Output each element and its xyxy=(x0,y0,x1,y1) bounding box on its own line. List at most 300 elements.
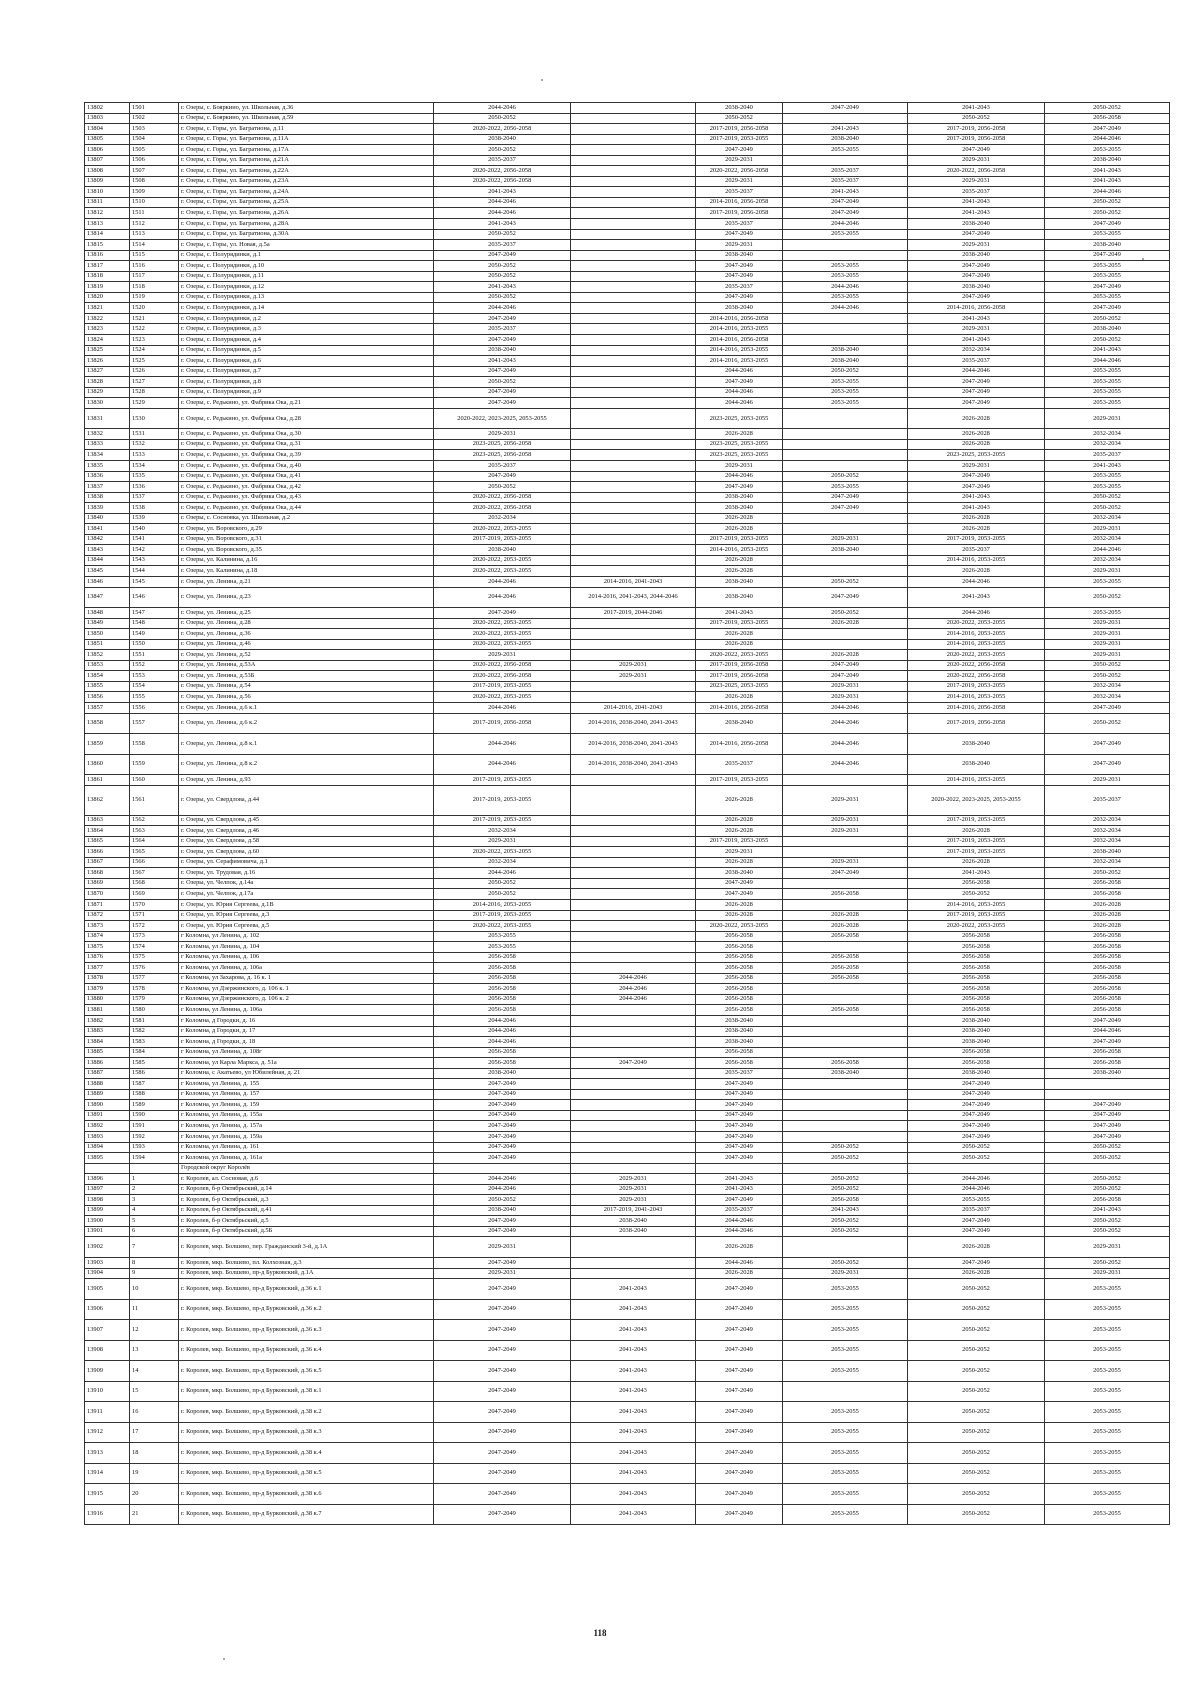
row-number-cell: 1571 xyxy=(130,910,179,921)
table-row xyxy=(85,250,1170,261)
address-cell: г. Королев, мкр. Болшево, пр-д Бурковский, д.38 к.6 xyxy=(179,1484,434,1505)
period-cell-6: 2053-2055 xyxy=(1045,1504,1170,1525)
table-row xyxy=(85,103,1170,114)
table-row xyxy=(85,1422,1170,1443)
period-cell-4: 2044-2046 xyxy=(783,734,908,755)
period-cell-3: 2023-2025, 2053-2055 xyxy=(696,408,783,429)
period-cell-1: 2041-2043 xyxy=(434,356,571,367)
period-cell-4: 2053-2055 xyxy=(783,1484,908,1505)
address-cell: г. Озеры, с. Горы, ул. Багратиона, д.11А xyxy=(179,134,434,145)
period-cell-6 xyxy=(1045,1079,1170,1090)
row-id-cell: 13812 xyxy=(85,208,130,219)
period-cell-6: 2053-2055 xyxy=(1045,1299,1170,1320)
row-id-cell: 13843 xyxy=(85,545,130,556)
address-cell: г. Озеры, ул. Ленина, д.36 xyxy=(179,629,434,640)
table-row xyxy=(85,1079,1170,1090)
period-cell-5: 2050-2052 xyxy=(908,1463,1045,1484)
address-cell: г. Озеры, с. Горы, ул. Багратиона, д.25А xyxy=(179,197,434,208)
row-number-cell: 1577 xyxy=(130,973,179,984)
period-cell-6: 2053-2055 xyxy=(1045,1381,1170,1402)
period-cell-3: 2047-2049 xyxy=(696,1361,783,1382)
period-cell-4 xyxy=(783,524,908,535)
scan-speck xyxy=(223,1658,225,1660)
table-row xyxy=(85,973,1170,984)
row-number-cell: 1563 xyxy=(130,826,179,837)
period-cell-5: 2044-2046 xyxy=(908,577,1045,588)
period-cell-6: 2056-2058 xyxy=(1045,1195,1170,1206)
period-cell-5: 2041-2043 xyxy=(908,197,1045,208)
period-cell-3: 2047-2049 xyxy=(696,878,783,889)
period-cell-1: 2029-2031 xyxy=(434,429,571,440)
period-cell-5: 2041-2043 xyxy=(908,868,1045,879)
period-cell-6: 2035-2037 xyxy=(1045,450,1170,461)
period-cell-5: 2056-2058 xyxy=(908,963,1045,974)
address-cell: г. Озеры, ул. Ленина, д.21 xyxy=(179,577,434,588)
period-cell-5: 2056-2058 xyxy=(908,952,1045,963)
row-number-cell: 7 xyxy=(130,1237,179,1258)
period-cell-6: 2053-2055 xyxy=(1045,608,1170,619)
period-cell-6: 2047-2049 xyxy=(1045,1015,1170,1026)
period-cell-5: 2056-2058 xyxy=(908,931,1045,942)
row-id-cell: 13871 xyxy=(85,899,130,910)
period-cell-3: 2026-2028 xyxy=(696,815,783,826)
row-number-cell: 1502 xyxy=(130,113,179,124)
row-id-cell: 13857 xyxy=(85,702,130,713)
table-row xyxy=(85,1110,1170,1121)
table-row xyxy=(85,910,1170,921)
row-number-cell: 1514 xyxy=(130,240,179,251)
row-id-cell: 13874 xyxy=(85,931,130,942)
period-cell-5: 2014-2016, 2053-2055 xyxy=(908,555,1045,566)
period-cell-1: 2044-2046 xyxy=(434,208,571,219)
period-cell-5: 2020-2022, 2053-2055 xyxy=(908,921,1045,932)
table-row xyxy=(85,815,1170,826)
period-cell-4 xyxy=(783,629,908,640)
period-cell-2 xyxy=(571,534,696,545)
row-id-cell: 13903 xyxy=(85,1257,130,1268)
period-cell-3: 2041-2043 xyxy=(696,608,783,619)
period-cell-1: 2044-2046 xyxy=(434,1174,571,1185)
address-cell: г. Королев, б-р Октябрьский, д.5Б xyxy=(179,1226,434,1237)
row-id-cell: 13835 xyxy=(85,461,130,472)
period-cell-3: 2020-2022, 2053-2055 xyxy=(696,921,783,932)
period-cell-3: 2026-2028 xyxy=(696,899,783,910)
period-cell-3: 2026-2028 xyxy=(696,857,783,868)
period-cell-3: 2044-2046 xyxy=(696,387,783,398)
row-number-cell: 18 xyxy=(130,1443,179,1464)
row-number-cell: 1542 xyxy=(130,545,179,556)
period-cell-5: 2050-2052 xyxy=(908,889,1045,900)
row-number-cell: 1569 xyxy=(130,889,179,900)
period-cell-5: 2014-2016, 2053-2055 xyxy=(908,775,1045,786)
row-id-cell: 13858 xyxy=(85,713,130,734)
period-cell-2 xyxy=(571,208,696,219)
period-cell-5: 2041-2043 xyxy=(908,313,1045,324)
period-cell-5: 2047-2049 xyxy=(908,292,1045,303)
period-cell-1: 2056-2058 xyxy=(434,963,571,974)
period-cell-4 xyxy=(783,639,908,650)
table-row xyxy=(85,1015,1170,1026)
period-cell-2: 2047-2049 xyxy=(571,1058,696,1069)
period-cell-1: 2047-2049 xyxy=(434,1089,571,1100)
row-id-cell: 13895 xyxy=(85,1153,130,1164)
row-id-cell: 13806 xyxy=(85,145,130,156)
row-number-cell: 1509 xyxy=(130,187,179,198)
period-cell-3: 2044-2046 xyxy=(696,1257,783,1268)
period-cell-5: 2017-2019, 2053-2055 xyxy=(908,815,1045,826)
address-cell: г. Озеры, с. Полурядинки, д.8 xyxy=(179,377,434,388)
address-cell: г. Озеры, с. Полурядинки, д.9 xyxy=(179,387,434,398)
table-row xyxy=(85,1216,1170,1227)
period-cell-4: 2050-2052 xyxy=(783,1153,908,1164)
address-cell: г Коломна, ул Дзержинского, д. 106 к. 2 xyxy=(179,994,434,1005)
period-cell-5: 2017-2019, 2056-2058 xyxy=(908,134,1045,145)
period-cell-3: 2038-2040 xyxy=(696,587,783,608)
period-cell-1: 2020-2022, 2053-2055 xyxy=(434,566,571,577)
address-cell: г. Озеры, ул. Воровского, д.31 xyxy=(179,534,434,545)
period-cell-1: 2047-2049 xyxy=(434,1079,571,1090)
row-number-cell: 1586 xyxy=(130,1068,179,1079)
period-cell-1: 2014-2016, 2053-2055 xyxy=(434,899,571,910)
period-cell-1: 2050-2052 xyxy=(434,261,571,272)
row-id-cell: 13887 xyxy=(85,1068,130,1079)
period-cell-5: 2026-2028 xyxy=(908,429,1045,440)
table-row xyxy=(85,261,1170,272)
row-id-cell: 13808 xyxy=(85,166,130,177)
period-cell-6: 2053-2055 xyxy=(1045,377,1170,388)
period-cell-2: 2041-2043 xyxy=(571,1320,696,1341)
row-id-cell: 13907 xyxy=(85,1320,130,1341)
period-cell-4 xyxy=(783,1047,908,1058)
period-cell-5: 2026-2028 xyxy=(908,857,1045,868)
table-row xyxy=(85,1058,1170,1069)
row-number-cell: 1515 xyxy=(130,250,179,261)
row-id-cell: 13850 xyxy=(85,629,130,640)
period-cell-1: 2038-2040 xyxy=(434,1205,571,1216)
row-id-cell: 13845 xyxy=(85,566,130,577)
address-cell: г. Озеры, с. Полурядинки, д.4 xyxy=(179,335,434,346)
period-cell-1: 2047-2049 xyxy=(434,1484,571,1505)
address-cell: г. Озеры, ул. Серафимовича, д.1 xyxy=(179,857,434,868)
period-cell-1: 2047-2049 xyxy=(434,1121,571,1132)
period-cell-5: 2041-2043 xyxy=(908,492,1045,503)
period-cell-5: 2050-2052 xyxy=(908,1361,1045,1382)
period-cell-3: 2017-2019, 2056-2058 xyxy=(696,124,783,135)
period-cell-6: 2053-2055 xyxy=(1045,577,1170,588)
period-cell-1: 2020-2022, 2056-2058 xyxy=(434,176,571,187)
period-cell-3: 2044-2046 xyxy=(696,471,783,482)
period-cell-2 xyxy=(571,303,696,314)
table-row xyxy=(85,503,1170,514)
period-cell-6: 2029-2031 xyxy=(1045,566,1170,577)
period-cell-2 xyxy=(571,1037,696,1048)
period-cell-4 xyxy=(783,555,908,566)
period-cell-3: 2047-2049 xyxy=(696,889,783,900)
table-row xyxy=(85,1320,1170,1341)
period-cell-5: 2032-2034 xyxy=(908,345,1045,356)
row-id-cell: 13914 xyxy=(85,1463,130,1484)
table-row xyxy=(85,785,1170,815)
table-row xyxy=(85,1484,1170,1505)
period-cell-5: 2023-2025, 2053-2055 xyxy=(908,450,1045,461)
row-number-cell: 1525 xyxy=(130,356,179,367)
table-row xyxy=(85,1100,1170,1111)
period-cell-4: 2053-2055 xyxy=(783,1422,908,1443)
period-cell-2 xyxy=(571,229,696,240)
row-number-cell: 1536 xyxy=(130,482,179,493)
address-cell: г. Озеры, ул. Юрия Сергеева, д.5 xyxy=(179,921,434,932)
period-cell-3: 2026-2028 xyxy=(696,524,783,535)
row-number-cell: 10 xyxy=(130,1279,179,1300)
row-id-cell: 13834 xyxy=(85,450,130,461)
period-cell-5: 2050-2052 xyxy=(908,1443,1045,1464)
table-row xyxy=(85,555,1170,566)
period-cell-1 xyxy=(434,1163,571,1174)
period-cell-2 xyxy=(571,1089,696,1100)
scan-speck xyxy=(1142,258,1144,260)
period-cell-6: 2050-2052 xyxy=(1045,868,1170,879)
period-cell-5: 2029-2031 xyxy=(908,155,1045,166)
address-cell: г. Озеры, ул. Челпок, д.17а xyxy=(179,889,434,900)
period-cell-1: 2044-2046 xyxy=(434,103,571,114)
period-cell-5: 2026-2028 xyxy=(908,513,1045,524)
period-cell-3: 2047-2049 xyxy=(696,1110,783,1121)
row-number-cell: 1547 xyxy=(130,608,179,619)
row-number-cell: 1554 xyxy=(130,681,179,692)
period-cell-4 xyxy=(783,439,908,450)
address-cell: г Коломна, ул Ленина, д. 161 xyxy=(179,1142,434,1153)
row-number-cell: 1550 xyxy=(130,639,179,650)
period-cell-6: 2053-2055 xyxy=(1045,1320,1170,1341)
table-row xyxy=(85,524,1170,535)
period-cell-5: 2014-2016, 2053-2055 xyxy=(908,629,1045,640)
address-cell: г. Озеры, ул. Калинина, д.18 xyxy=(179,566,434,577)
period-cell-4: 2056-2058 xyxy=(783,889,908,900)
row-id-cell: 13810 xyxy=(85,187,130,198)
period-cell-1: 2047-2049 xyxy=(434,1110,571,1121)
table-row xyxy=(85,303,1170,314)
table-row xyxy=(85,857,1170,868)
period-cell-1: 2056-2058 xyxy=(434,973,571,984)
table-row xyxy=(85,1257,1170,1268)
period-cell-4: 2053-2055 xyxy=(783,1340,908,1361)
period-cell-6: 2032-2034 xyxy=(1045,555,1170,566)
address-cell: г. Озеры, ул. Калинина, д.16 xyxy=(179,555,434,566)
period-cell-2 xyxy=(571,250,696,261)
period-cell-5: 2020-2022, 2056-2058 xyxy=(908,166,1045,177)
period-cell-1: 2047-2049 xyxy=(434,1422,571,1443)
period-cell-2 xyxy=(571,482,696,493)
period-cell-5: 2044-2046 xyxy=(908,1184,1045,1195)
period-cell-2: 2041-2043 xyxy=(571,1504,696,1525)
period-cell-2 xyxy=(571,176,696,187)
period-cell-5: 2050-2052 xyxy=(908,1279,1045,1300)
period-cell-3: 2017-2019, 2056-2058 xyxy=(696,208,783,219)
period-cell-6: 2053-2055 xyxy=(1045,1422,1170,1443)
period-cell-4: 2029-2031 xyxy=(783,534,908,545)
row-number-cell: 1573 xyxy=(130,931,179,942)
row-number-cell: 1543 xyxy=(130,555,179,566)
table-row xyxy=(85,566,1170,577)
address-cell: г. Озеры, с. Горы, ул. Багратиона, д.22А xyxy=(179,166,434,177)
period-cell-3: 2038-2040 xyxy=(696,103,783,114)
period-cell-3: 2038-2040 xyxy=(696,250,783,261)
row-number-cell: 1518 xyxy=(130,282,179,293)
table-row xyxy=(85,345,1170,356)
row-number-cell: 16 xyxy=(130,1402,179,1423)
address-cell: г. Озеры, с. Редькино, ул. Фабрика Ока, д.40 xyxy=(179,461,434,472)
table-row xyxy=(85,1131,1170,1142)
period-cell-5: 2020-2022, 2056-2058 xyxy=(908,671,1045,682)
address-cell: г Коломна, ул Дзержинского, д. 106 к. 1 xyxy=(179,984,434,995)
period-cell-5: 2047-2049 xyxy=(908,387,1045,398)
address-cell: г. Озеры, с. Полурядинки, д.1 xyxy=(179,250,434,261)
period-cell-4: 2053-2055 xyxy=(783,145,908,156)
period-cell-3: 2035-2037 xyxy=(696,754,783,775)
period-cell-5: 2038-2040 xyxy=(908,1026,1045,1037)
period-cell-3: 2014-2016, 2053-2055 xyxy=(696,324,783,335)
period-cell-2: 2044-2046 xyxy=(571,994,696,1005)
period-cell-1: 2044-2046 xyxy=(434,754,571,775)
period-cell-1: 2035-2037 xyxy=(434,240,571,251)
period-cell-5: 2026-2028 xyxy=(908,439,1045,450)
period-cell-6: 2050-2052 xyxy=(1045,1153,1170,1164)
row-number-cell: 3 xyxy=(130,1195,179,1206)
period-cell-6: 2047-2049 xyxy=(1045,754,1170,775)
period-cell-3: 2017-2019, 2053-2055 xyxy=(696,836,783,847)
period-cell-3: 2044-2046 xyxy=(696,398,783,409)
row-number-cell: 1504 xyxy=(130,134,179,145)
period-cell-3: 2038-2040 xyxy=(696,492,783,503)
period-cell-2: 2014-2016, 2038-2040, 2041-2043 xyxy=(571,734,696,755)
period-cell-5: 2038-2040 xyxy=(908,754,1045,775)
table-row xyxy=(85,219,1170,230)
period-cell-1: 2044-2046 xyxy=(434,577,571,588)
period-cell-5: 2047-2049 xyxy=(908,145,1045,156)
period-cell-1: 2041-2043 xyxy=(434,219,571,230)
address-cell: г. Озеры, с. Редькино, ул. Фабрика Ока, д.43 xyxy=(179,492,434,503)
period-cell-2 xyxy=(571,1110,696,1121)
period-cell-6 xyxy=(1045,1163,1170,1174)
address-cell: г Коломна, д Городки, д. 16 xyxy=(179,1015,434,1026)
table-row xyxy=(85,660,1170,671)
period-cell-4 xyxy=(783,313,908,324)
period-cell-2 xyxy=(571,878,696,889)
address-cell: г. Озеры, с. Горы, ул. Багратиона, д.21А xyxy=(179,155,434,166)
period-cell-5: 2047-2049 xyxy=(908,1079,1045,1090)
period-cell-1: 2047-2049 xyxy=(434,366,571,377)
table-row xyxy=(85,1153,1170,1164)
row-number-cell: 1537 xyxy=(130,492,179,503)
period-cell-3: 2026-2028 xyxy=(696,1237,783,1258)
period-cell-3: 2047-2049 xyxy=(696,1142,783,1153)
period-cell-3: 2026-2028 xyxy=(696,1268,783,1279)
period-cell-1: 2017-2019, 2053-2055 xyxy=(434,815,571,826)
table-row xyxy=(85,1205,1170,1216)
period-cell-3: 2044-2046 xyxy=(696,366,783,377)
table-row xyxy=(85,836,1170,847)
period-cell-5: 2035-2037 xyxy=(908,1205,1045,1216)
period-cell-2 xyxy=(571,545,696,556)
period-cell-3: 2017-2019, 2053-2055 xyxy=(696,775,783,786)
period-cell-5: 2026-2028 xyxy=(908,826,1045,837)
period-cell-2 xyxy=(571,1257,696,1268)
row-number-cell: 1574 xyxy=(130,942,179,953)
period-cell-5: 2029-2031 xyxy=(908,324,1045,335)
period-cell-5: 2020-2022, 2023-2025, 2053-2055 xyxy=(908,785,1045,815)
row-number-cell: 1551 xyxy=(130,650,179,661)
row-id-cell: 13823 xyxy=(85,324,130,335)
period-cell-4: 2053-2055 xyxy=(783,292,908,303)
period-cell-6: 2047-2049 xyxy=(1045,1100,1170,1111)
period-cell-4 xyxy=(783,429,908,440)
row-number-cell: 1560 xyxy=(130,775,179,786)
period-cell-1: 2038-2040 xyxy=(434,545,571,556)
period-cell-2 xyxy=(571,492,696,503)
period-cell-5: 2029-2031 xyxy=(908,461,1045,472)
period-cell-1: 2035-2037 xyxy=(434,155,571,166)
row-id-cell: 13869 xyxy=(85,878,130,889)
row-id-cell: 13913 xyxy=(85,1443,130,1464)
period-cell-6: 2038-2040 xyxy=(1045,324,1170,335)
period-cell-3: 2026-2028 xyxy=(696,566,783,577)
period-cell-2: 2014-2016, 2038-2040, 2041-2043 xyxy=(571,754,696,775)
period-cell-3: 2047-2049 xyxy=(696,1195,783,1206)
address-cell: г Коломна, д Городки, д. 17 xyxy=(179,1026,434,1037)
period-cell-6: 2041-2043 xyxy=(1045,166,1170,177)
period-cell-1: 2050-2052 xyxy=(434,229,571,240)
row-number-cell: 9 xyxy=(130,1268,179,1279)
period-cell-3: 2047-2049 xyxy=(696,1279,783,1300)
table-row xyxy=(85,994,1170,1005)
table-row xyxy=(85,208,1170,219)
table-row xyxy=(85,878,1170,889)
period-cell-6: 2053-2055 xyxy=(1045,292,1170,303)
period-cell-6: 2053-2055 xyxy=(1045,145,1170,156)
period-cell-5: 2038-2040 xyxy=(908,250,1045,261)
table-row xyxy=(85,775,1170,786)
row-id-cell xyxy=(85,1163,130,1174)
period-cell-1: 2035-2037 xyxy=(434,324,571,335)
period-cell-6: 2050-2052 xyxy=(1045,713,1170,734)
row-number-cell: 1588 xyxy=(130,1089,179,1100)
row-number-cell: 17 xyxy=(130,1422,179,1443)
period-cell-6: 2053-2055 xyxy=(1045,482,1170,493)
period-cell-1: 2047-2049 xyxy=(434,608,571,619)
period-cell-4 xyxy=(783,847,908,858)
period-cell-5: 2038-2040 xyxy=(908,734,1045,755)
period-cell-3: 2020-2022, 2056-2058 xyxy=(696,166,783,177)
period-cell-2 xyxy=(571,1268,696,1279)
address-cell: г. Озеры, ул. Свердлова, д.60 xyxy=(179,847,434,858)
period-cell-6: 2056-2058 xyxy=(1045,984,1170,995)
period-cell-4: 2056-2058 xyxy=(783,931,908,942)
period-cell-5: 2014-2016, 2053-2055 xyxy=(908,639,1045,650)
period-cell-3: 2047-2049 xyxy=(696,1100,783,1111)
period-cell-2 xyxy=(571,429,696,440)
period-cell-5: 2047-2049 xyxy=(908,1226,1045,1237)
period-cell-2: 2014-2016, 2041-2043 xyxy=(571,702,696,713)
period-cell-6: 2056-2058 xyxy=(1045,942,1170,953)
row-id-cell: 13802 xyxy=(85,103,130,114)
period-cell-5: 2050-2052 xyxy=(908,1340,1045,1361)
period-cell-2: 2041-2043 xyxy=(571,1484,696,1505)
period-cell-6: 2032-2034 xyxy=(1045,692,1170,703)
address-cell: г. Озеры, с. Полурядинки, д.7 xyxy=(179,366,434,377)
period-cell-3: 2047-2049 xyxy=(696,482,783,493)
period-cell-3: 2023-2025, 2053-2055 xyxy=(696,439,783,450)
table-row xyxy=(85,1184,1170,1195)
